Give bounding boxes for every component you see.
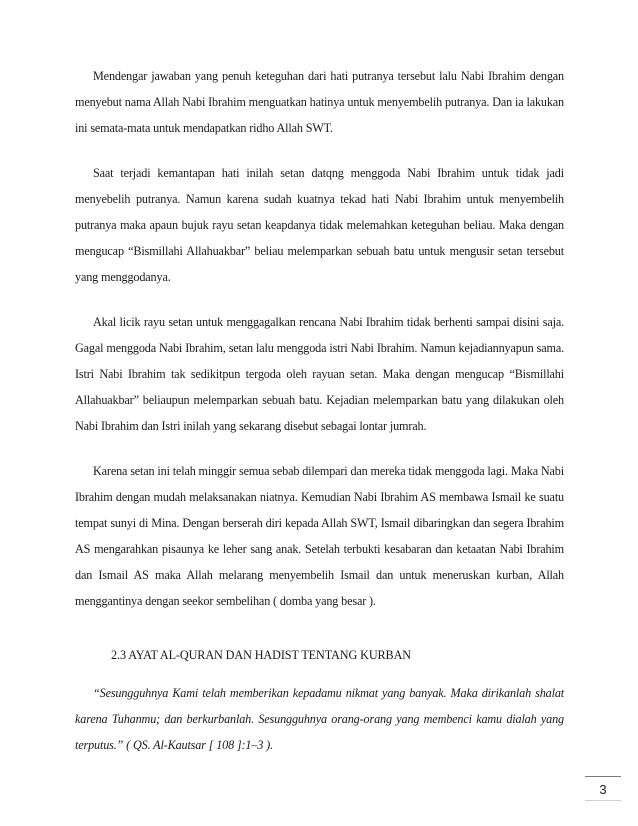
page-number-rule (585, 800, 621, 801)
body-paragraph: Mendengar jawaban yang penuh keteguhan dari hati putranya tersebut lalu Nabi Ibrahim dengan menyebut nama Allah Nabi Ibrahim menguatkan hatinya untuk menyembelih putranya. Dan ia lakukan ini semata-mata untuk mendapatkan ridho Allah SWT. (75, 69, 564, 135)
page-number: 3 (585, 776, 621, 801)
page-content (75, 63, 564, 758)
body-paragraph: Akal licik rayu setan untuk menggagalkan rencana Nabi Ibrahim tidak berhenti sampai disini saja. Gagal menggoda Nabi Ibrahim, setan lalu menggoda istri Nabi Ibrahim. Namun kejadiannyapun sama. Istri Nabi Ibrahim tak sedikitpun tergoda oleh rayuan setan. Maka dengan mengucap “Bismillahi Allahuakbar” beliaupun melemparkan sebuah batu. Kejadian melemparkan batu yang dilakukan oleh Nabi Ibrahim dan Istri inilah yang sekarang disebut sebagai lontar jumrah. (75, 315, 564, 433)
body-paragraph: Karena setan ini telah minggir semua sebab dilempari dan mereka tidak menggoda lagi. Maka Nabi Ibrahim dengan mudah melaksanakan niatnya. Kemudian Nabi Ibrahim AS membawa Ismail ke suatu tempat sunyi di Mina. Dengan berserah diri kepada Allah SWT, Ismail dibaringkan dan segera Ibrahim AS mengarahkan pisaunya ke leher sang anak. Setelah terbukti kesabaran dan ketaatan Nabi Ibrahim dan Ismail AS maka Allah melarang menyembelih Ismail dan untuk meneruskan kurban, Allah menggantinya dengan seekor sembelihan ( domba yang besar ). (75, 464, 564, 608)
body-paragraph: Saat terjadi kemantapan hati inilah setan datqng menggoda Nabi Ibrahim untuk tidak jadi menyebelih putranya. Namun karena sudah kuatnya tekad hati Nabi Ibrahim untuk menyembelih putranya maka apaun bujuk rayu setan keapdanya tidak melemahkan keteguhan beliau. Maka dengan mengucap “Bismillahi Allahuakbar” beliau melemparkan sebuah batu untuk mengusir setan tersebut yang menggodanya. (75, 166, 564, 284)
section-heading: 2.3 AYAT AL-QURAN DAN HADIST TENTANG KURBAN (111, 648, 411, 662)
quran-quote: “Sesungguhnya Kami telah memberikan kepadamu nikmat yang banyak. Maka dirikanlah shalat karena Tuhanmu; dan berkurbanlah. Sesungguhnya orang-orang yang membenci kamu dialah yang terputus.” ( QS. Al-Kautsar [ 108 ]:1–3 ). (75, 686, 564, 752)
